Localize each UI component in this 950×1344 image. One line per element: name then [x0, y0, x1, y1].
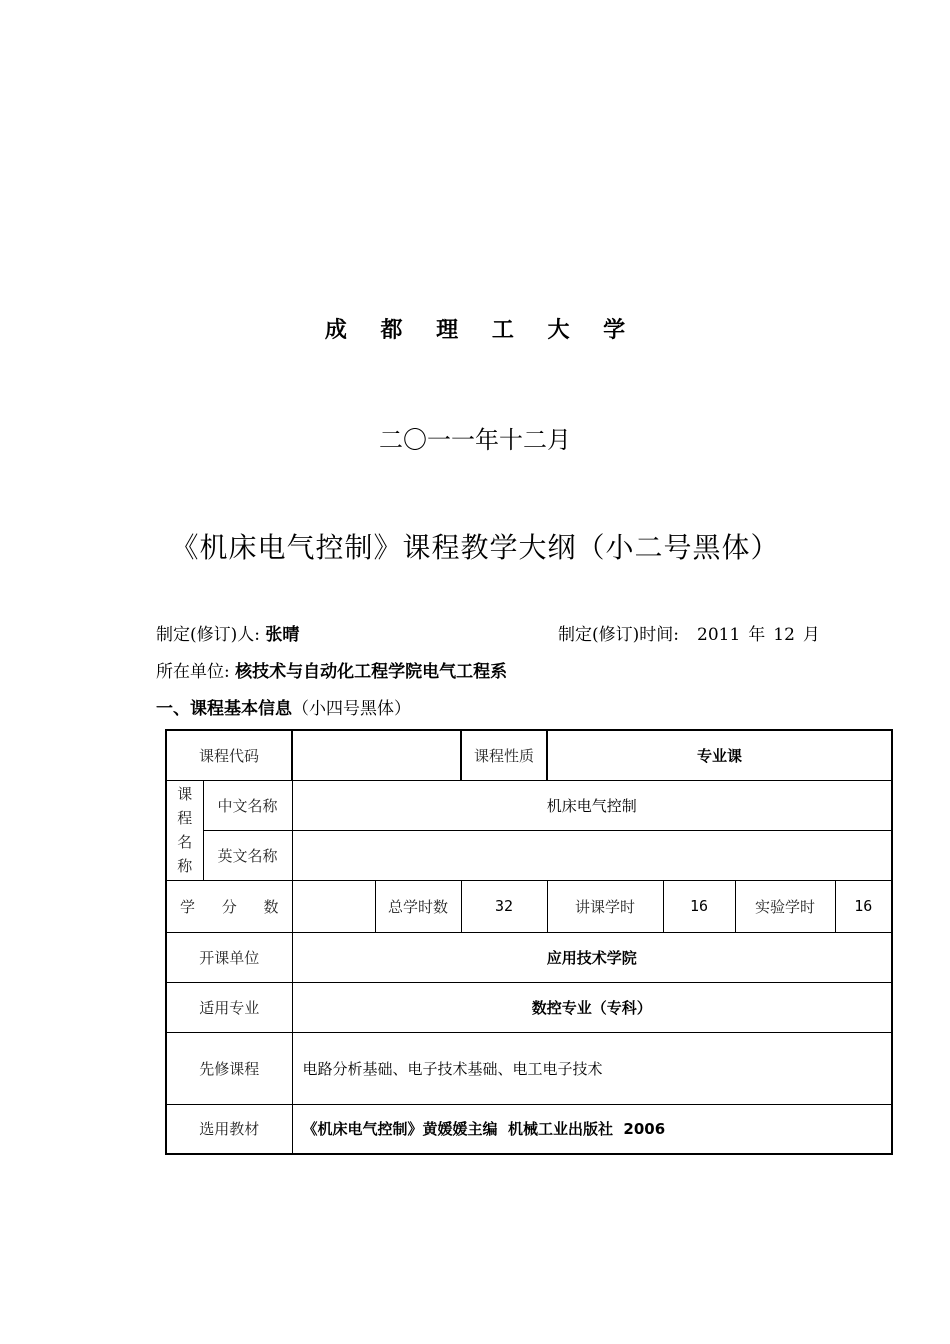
revision-time-line	[558, 620, 820, 645]
cn-name-label: 中文名称	[203, 780, 292, 830]
month-value: 12	[773, 625, 795, 645]
document-date: 二〇一一年十二月	[379, 426, 571, 454]
author-name: 张晴	[265, 625, 300, 645]
course-code-value	[292, 730, 461, 780]
course-type-value: 专业课	[547, 730, 892, 780]
textbook-label: 选用教材	[166, 1104, 292, 1154]
lecture-hours-value: 16	[663, 880, 735, 932]
course-name-char: 程	[177, 809, 193, 827]
course-type-label: 课程性质	[461, 730, 547, 780]
section-heading	[156, 694, 411, 719]
section-note: （小四号黑体）	[292, 699, 411, 719]
unit-label: 所在单位:	[156, 662, 230, 682]
course-name-char: 名	[177, 833, 193, 851]
major-label: 适用专业	[166, 982, 292, 1032]
university-name: 成 都 理 工 大 学	[324, 318, 639, 343]
author-line	[156, 620, 299, 645]
document-title: 《机床电气控制》课程教学大纲（小二号黑体）	[170, 531, 780, 564]
total-hours-label: 总学时数	[375, 880, 461, 932]
prereq-value: 电路分析基础、电子技术基础、电工电子技术	[292, 1032, 892, 1104]
dept-label: 开课单位	[166, 932, 292, 982]
course-name-char: 称	[177, 857, 193, 875]
course-code-label: 课程代码	[166, 730, 292, 780]
course-name-label	[166, 780, 203, 880]
unit-line	[156, 657, 507, 682]
year-unit: 年	[748, 625, 766, 645]
section-title: 一、课程基本信息	[156, 699, 292, 719]
lab-hours-value: 16	[835, 880, 892, 932]
course-info-table	[165, 729, 893, 1155]
course-name-char: 课	[177, 785, 193, 803]
prereq-label: 先修课程	[166, 1032, 292, 1104]
credits-label: 学 分 数	[166, 880, 292, 932]
en-name-value	[292, 830, 892, 880]
cn-name-value: 机床电气控制	[292, 780, 892, 830]
month-unit: 月	[802, 625, 820, 645]
lecture-hours-label: 讲课学时	[547, 880, 663, 932]
lab-hours-label: 实验学时	[735, 880, 835, 932]
unit-name: 核技术与自动化工程学院电气工程系	[235, 662, 508, 682]
major-value: 数控专业（专科）	[292, 982, 892, 1032]
year-value: 2011	[697, 625, 741, 645]
author-label: 制定(修订)人:	[156, 625, 260, 645]
total-hours-value: 32	[461, 880, 547, 932]
credits-value	[292, 880, 375, 932]
en-name-label: 英文名称	[203, 830, 292, 880]
dept-value: 应用技术学院	[292, 932, 892, 982]
textbook-value: 《机床电气控制》黄媛媛主编 机械工业出版社 2006	[292, 1104, 892, 1154]
time-label: 制定(修订)时间:	[558, 625, 679, 645]
